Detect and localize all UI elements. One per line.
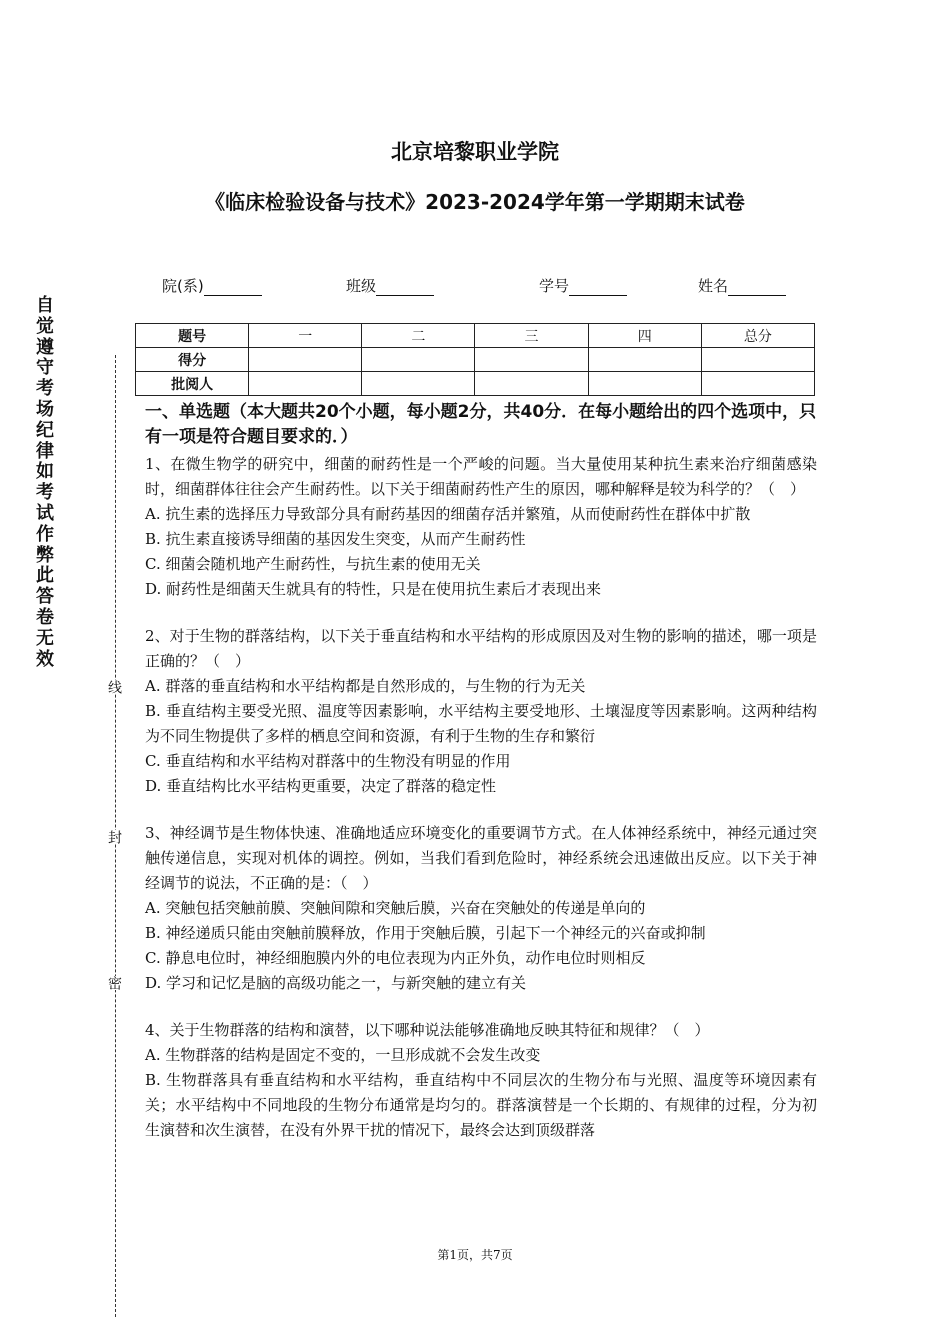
question-3 bbox=[145, 821, 817, 996]
option-a[interactable]: A. 突触包括突触前膜、突触间隙和突触后膜，兴奋在突触处的传递是单向的 bbox=[145, 899, 646, 917]
class-label: 班级 bbox=[346, 277, 377, 295]
dept-field bbox=[162, 275, 262, 296]
score-column-header: 四 bbox=[588, 324, 701, 348]
class-field bbox=[346, 275, 434, 296]
score-column-header: 二 bbox=[362, 324, 475, 348]
score-table-row bbox=[136, 372, 815, 396]
question-stem: 4、关于生物群落的结构和演替，以下哪种说法能够准确地反映其特征和规律？（ ） bbox=[145, 1021, 710, 1039]
score-cell[interactable] bbox=[475, 348, 588, 372]
exam-content bbox=[145, 400, 817, 1165]
option-b[interactable]: B. 神经递质只能由突触前膜释放，作用于突触后膜，引起下一个神经元的兴奋或抑制 bbox=[145, 924, 706, 942]
question-4 bbox=[145, 1018, 817, 1143]
school-name: 北京培黎职业学院 bbox=[391, 140, 559, 164]
score-row-header: 题号 bbox=[136, 324, 249, 348]
option-c[interactable]: C. 静息电位时，神经细胞膜内外的电位表现为内正外负，动作电位时则相反 bbox=[145, 949, 646, 967]
option-c[interactable]: C. 垂直结构和水平结构对群落中的生物没有明显的作用 bbox=[145, 752, 511, 770]
dept-label: 院(系) bbox=[162, 277, 204, 295]
binding-mark-secret: 密 bbox=[106, 976, 122, 990]
exam-rule-vertical-text: 自 觉 遵 守 考 场 纪 律 如 考 试 作 弊 此 答 卷 无 效 bbox=[36, 295, 54, 670]
score-cell[interactable] bbox=[362, 348, 475, 372]
score-cell[interactable] bbox=[701, 372, 814, 396]
score-table-row bbox=[136, 324, 815, 348]
student-id-label: 学号 bbox=[539, 277, 570, 295]
score-row-header: 得分 bbox=[136, 348, 249, 372]
score-cell[interactable] bbox=[475, 372, 588, 396]
score-cell[interactable] bbox=[249, 372, 362, 396]
question-1 bbox=[145, 452, 817, 602]
score-table bbox=[135, 323, 815, 396]
question-stem: 2、对于生物的群落结构，以下关于垂直结构和水平结构的形成原因及对生物的影响的描述，哪一项是正确的？（ ） bbox=[145, 627, 817, 670]
option-a[interactable]: A. 抗生素的选择压力导致部分具有耐药基因的细菌存活并繁殖，从而使耐药性在群体中扩散 bbox=[145, 505, 751, 523]
score-column-header: 一 bbox=[249, 324, 362, 348]
option-a[interactable]: A. 生物群落的结构是固定不变的，一旦形成就不会发生改变 bbox=[145, 1046, 541, 1064]
option-c[interactable]: C. 细菌会随机地产生耐药性，与抗生素的使用无关 bbox=[145, 555, 481, 573]
score-cell[interactable] bbox=[249, 348, 362, 372]
binding-mark-seal: 封 bbox=[106, 830, 122, 844]
score-cell[interactable] bbox=[362, 372, 475, 396]
score-cell[interactable] bbox=[588, 348, 701, 372]
option-d[interactable]: D. 垂直结构比水平结构更重要，决定了群落的稳定性 bbox=[145, 777, 497, 795]
option-a[interactable]: A. 群落的垂直结构和水平结构都是自然形成的，与生物的行为无关 bbox=[145, 677, 586, 695]
class-blank[interactable] bbox=[376, 279, 434, 296]
name-blank[interactable] bbox=[728, 279, 786, 296]
score-row-header: 批阅人 bbox=[136, 372, 249, 396]
question-stem: 1、在微生物学的研究中，细菌的耐药性是一个严峻的问题。当大量使用某种抗生素来治疗细菌感染时，细菌群体往往会产生耐药性。以下关于细菌耐药性产生的原因，哪种解释是较为科学的？（ ） bbox=[145, 455, 817, 498]
option-d[interactable]: D. 学习和记忆是脑的高级功能之一，与新突触的建立有关 bbox=[145, 974, 527, 992]
score-table-row bbox=[136, 348, 815, 372]
question-stem: 3、神经调节是生物体快速、准确地适应环境变化的重要调节方式。在人体神经系统中，神经元通过突触传递信息，实现对机体的调控。例如，当我们看到危险时，神经系统会迅速做出反应。以下关于神经调节的说法，不正确的是：（ ） bbox=[145, 824, 817, 892]
option-b[interactable]: B. 生物群落具有垂直结构和水平结构，垂直结构中不同层次的生物分布与光照、温度等环境因素有关；水平结构中不同地段的生物分布通常是均匀的。群落演替是一个长期的、有规律的过程，分为初生演替和次生演替，在没有外界干扰的情况下，最终会达到顶级群落 bbox=[145, 1071, 817, 1139]
name-label: 姓名 bbox=[698, 277, 729, 295]
page-number: 第1页，共7页 bbox=[437, 1248, 513, 1262]
student-id-blank[interactable] bbox=[569, 279, 627, 296]
name-field bbox=[698, 275, 786, 296]
binding-mark-line: 线 bbox=[106, 680, 122, 694]
option-d[interactable]: D. 耐药性是细菌天生就具有的特性，只是在使用抗生素后才表现出来 bbox=[145, 580, 602, 598]
student-id-field bbox=[539, 275, 627, 296]
option-b[interactable]: B. 垂直结构主要受光照、温度等因素影响，水平结构主要受地形、土壤湿度等因素影响。这两种结构为不同生物提供了多样的栖息空间和资源，有利于生物的生存和繁衍 bbox=[145, 702, 817, 745]
dept-blank[interactable] bbox=[204, 279, 262, 296]
question-2 bbox=[145, 624, 817, 799]
score-column-header: 总分 bbox=[701, 324, 814, 348]
exam-title: 《临床检验设备与技术》2023-2024学年第一学期期末试卷 bbox=[205, 190, 745, 214]
score-column-header: 三 bbox=[475, 324, 588, 348]
section-heading: 一、单选题（本大题共20个小题，每小题2分，共40分．在每小题给出的四个选项中，只有一项是符合题目要求的．） bbox=[145, 402, 817, 447]
score-cell[interactable] bbox=[588, 372, 701, 396]
option-b[interactable]: B. 抗生素直接诱导细菌的基因发生突变，从而产生耐药性 bbox=[145, 530, 526, 548]
score-cell[interactable] bbox=[701, 348, 814, 372]
